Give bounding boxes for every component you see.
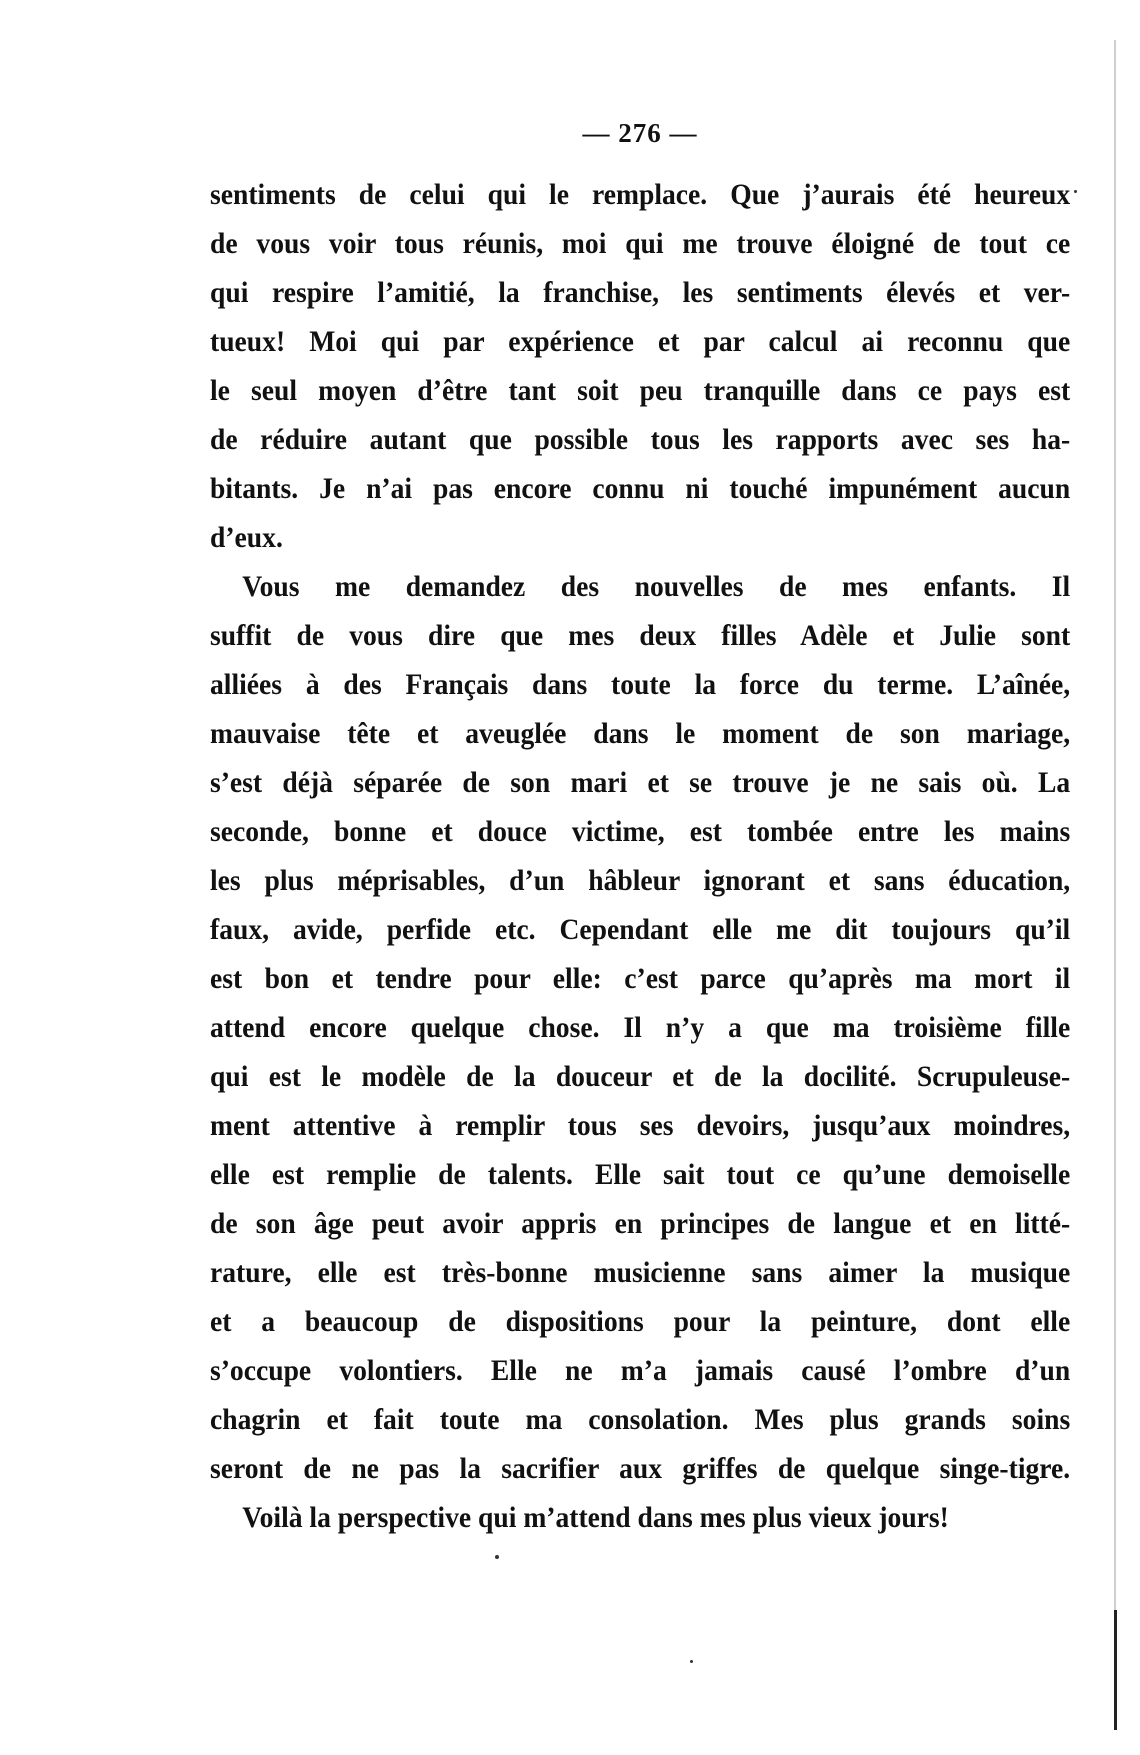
text-line: mauvaise tête et aveuglée dans le moment de son mariage,: [210, 717, 1071, 750]
text-line: alliées à des Français dans toute la force du terme. L’aînée,: [210, 668, 1071, 701]
text-line: tueux! Moi qui par expérience et par calcul ai reconnu que: [210, 325, 1071, 358]
text-line: sentiments de celui qui le remplace. Que j’aurais été heureux: [210, 178, 1071, 211]
text-line: chagrin et fait toute ma consolation. Mes plus grands soins: [210, 1403, 1071, 1436]
text-line: rature, elle est très-bonne musicienne sans aimer la musique: [210, 1256, 1071, 1289]
text-line: attend encore quelque chose. Il n’y a que ma troisième fille: [210, 1011, 1071, 1044]
text-line: de réduire autant que possible tous les rapports avec ses ha-: [210, 423, 1071, 456]
paragraph-start-line: Voilà la perspective qui m’attend dans mes plus vieux jours!: [242, 1501, 949, 1534]
page-edge-line: [1114, 40, 1116, 1730]
text-line: ment attentive à remplir tous ses devoirs, jusqu’aux moindres,: [210, 1109, 1071, 1142]
text-line: s’est déjà séparée de son mari et se trouve je ne sais où. La: [210, 766, 1071, 799]
text-line: les plus méprisables, d’un hâbleur ignorant et sans éducation,: [210, 864, 1071, 897]
print-speck: [1074, 190, 1077, 193]
text-line: qui respire l’amitié, la franchise, les sentiments élevés et ver-: [210, 276, 1071, 309]
text-line: s’occupe volontiers. Elle ne m’a jamais causé l’ombre d’un: [210, 1354, 1071, 1387]
text-line: faux, avide, perfide etc. Cependant elle me dit toujours qu’il: [210, 913, 1071, 946]
text-line: de son âge peut avoir appris en principes de langue et en litté-: [210, 1207, 1071, 1240]
text-line: suffit de vous dire que mes deux filles Adèle et Julie sont: [210, 619, 1071, 652]
text-line: le seul moyen d’être tant soit peu tranquille dans ce pays est: [210, 374, 1071, 407]
text-line: seront de ne pas la sacrifier aux griffes de quelque singe-tigre.: [210, 1452, 1071, 1485]
text-line: elle est remplie de talents. Elle sait tout ce qu’une demoiselle: [210, 1158, 1071, 1191]
page-edge-mark: [1114, 1610, 1117, 1730]
page-number: — 276 —: [582, 118, 698, 148]
text-line: bitants. Je n’ai pas encore connu ni touché impunément aucun: [210, 472, 1071, 505]
paragraph-start-line: Vous me demandez des nouvelles de mes enfants. Il: [242, 570, 1071, 603]
text-line: de vous voir tous réunis, moi qui me trouve éloigné de tout ce: [210, 227, 1071, 260]
text-line: et a beaucoup de dispositions pour la peinture, dont elle: [210, 1305, 1071, 1338]
body-text: [210, 170, 1070, 1542]
print-speck: [690, 1660, 693, 1663]
text-line: qui est le modèle de la douceur et de la docilité. Scrupuleuse-: [210, 1060, 1071, 1093]
text-line: seconde, bonne et douce victime, est tombée entre les mains: [210, 815, 1071, 848]
text-line: est bon et tendre pour elle: c’est parce qu’après ma mort il: [210, 962, 1071, 995]
print-speck: [495, 1555, 499, 1559]
text-line: d’eux.: [210, 521, 283, 554]
